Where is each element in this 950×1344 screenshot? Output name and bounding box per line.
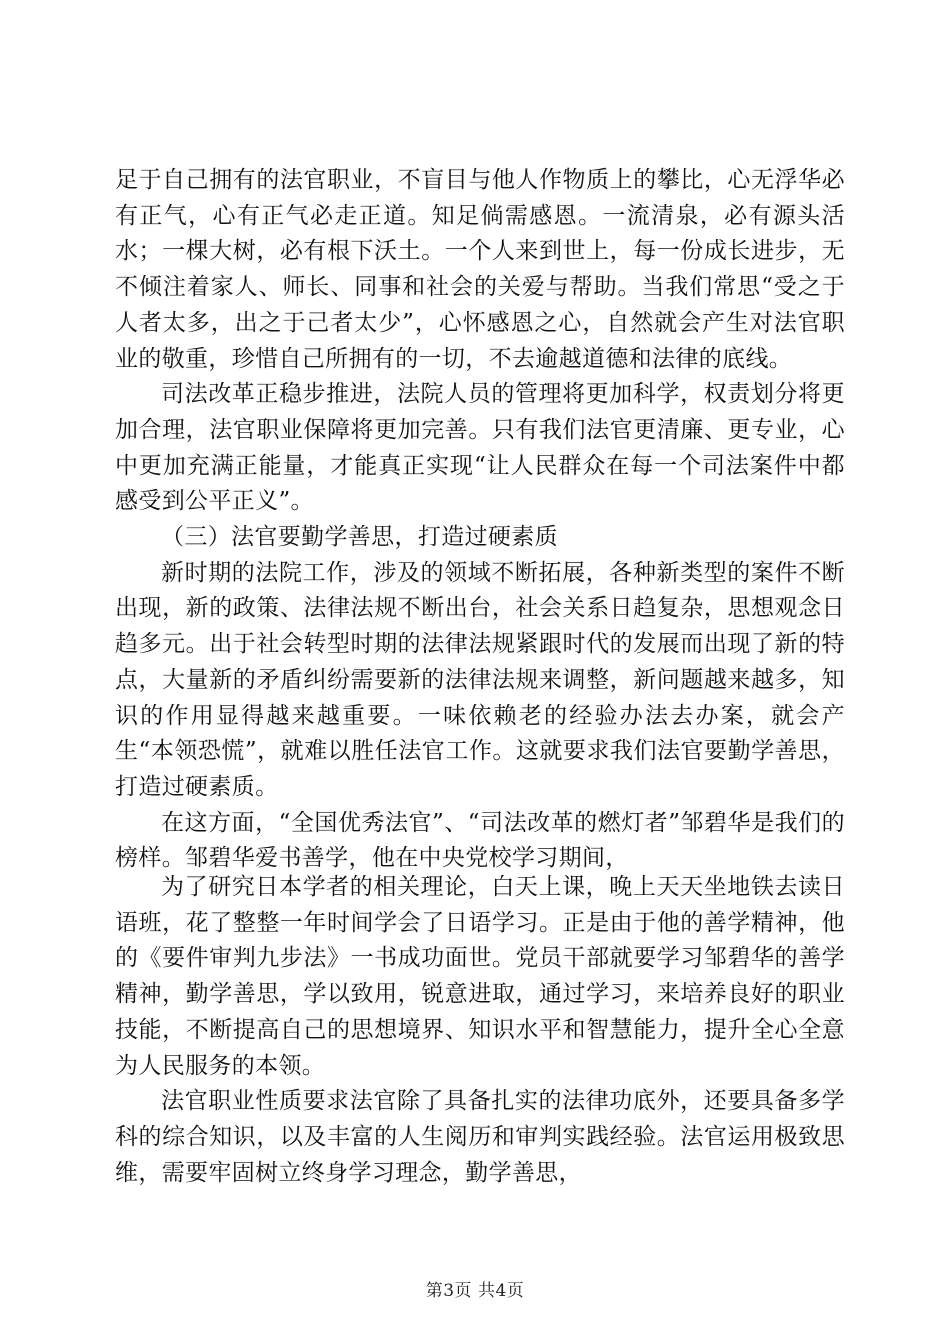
body-text-bottom bbox=[115, 870, 845, 1191]
paragraph-new-era: 新时期的法院工作，涉及的领域不断拓展，各种新类型的案件不断出现，新的政策、法律法规不断出台，社会关系日趋复杂，思想观念日趋多元。出于社会转型时期的法律法规紧跟时代的发展而出现了新的特点，大量新的矛盾纠纷需要新的法律法规来调整，新问题越来越多，知识的作用显得越来越重要。一味依赖老的经验办法去办案，就会产生“本领恐慌”，就难以胜任法官工作。这就要求我们法官要勤学善思，打造过硬素质。 bbox=[115, 559, 845, 800]
page-number-footer: 第3页 共4页 bbox=[425, 1281, 525, 1301]
section-heading: （三）法官要勤学善思，打造过硬素质 bbox=[161, 524, 558, 551]
body-text-top bbox=[115, 163, 845, 877]
paragraph-japanese-study: 为了研究日本学者的相关理论，白天上课，晚上天天坐地铁去读日语班，花了整整一年时间学会了日语学习。正是由于他的善学精神，他的《要件审判九步法》一书成功面世。党员干部就要学习邹碧华的善学精神，勤学善思，学以致用，锐意进取，通过学习，来培养良好的职业技能，不断提高自己的思想境界、知识水平和智慧能力，提升全心全意为人民服务的本领。 bbox=[115, 874, 845, 1079]
paragraph-judicial-reform: 司法改革正稳步推进，法院人员的管理将更加科学，权责划分将更加合理，法官职业保障将更加完善。只有我们法官更清廉、更专业，心中更加充满正能量，才能真正实现“让人民群众在每一个司法案件中都感受到公平正义”。 bbox=[115, 381, 845, 515]
paragraph-continuation: 足于自己拥有的法官职业，不盲目与他人作物质上的攀比，心无浮华必有正气，心有正气必走正道。知足倘需感恩。一流清泉，必有源头活水；一棵大树，必有根下沃土。一个人来到世上，每一份成长进步，无不倾注着家人、师长、同事和社会的关爱与帮助。当我们常思“受之于人者太多，出之于己者太少”，心怀感恩之心，自然就会产生对法官职业的敬重，珍惜自己所拥有的一切，不去逾越道德和法律的底线。 bbox=[115, 167, 845, 372]
paragraph-professional-knowledge: 法官职业性质要求法官除了具备扎实的法律功底外，还要具备多学科的综合知识，以及丰富的人生阅历和审判实践经验。法官运用极致思维，需要牢固树立终身学习理念，勤学善思， bbox=[115, 1088, 845, 1186]
paragraph-role-model: 在这方面，“全国优秀法官”、“司法改革的燃灯者”邹碧华是我们的榜样。邹碧华爱书善学，他在中央党校学习期间， bbox=[115, 809, 845, 872]
